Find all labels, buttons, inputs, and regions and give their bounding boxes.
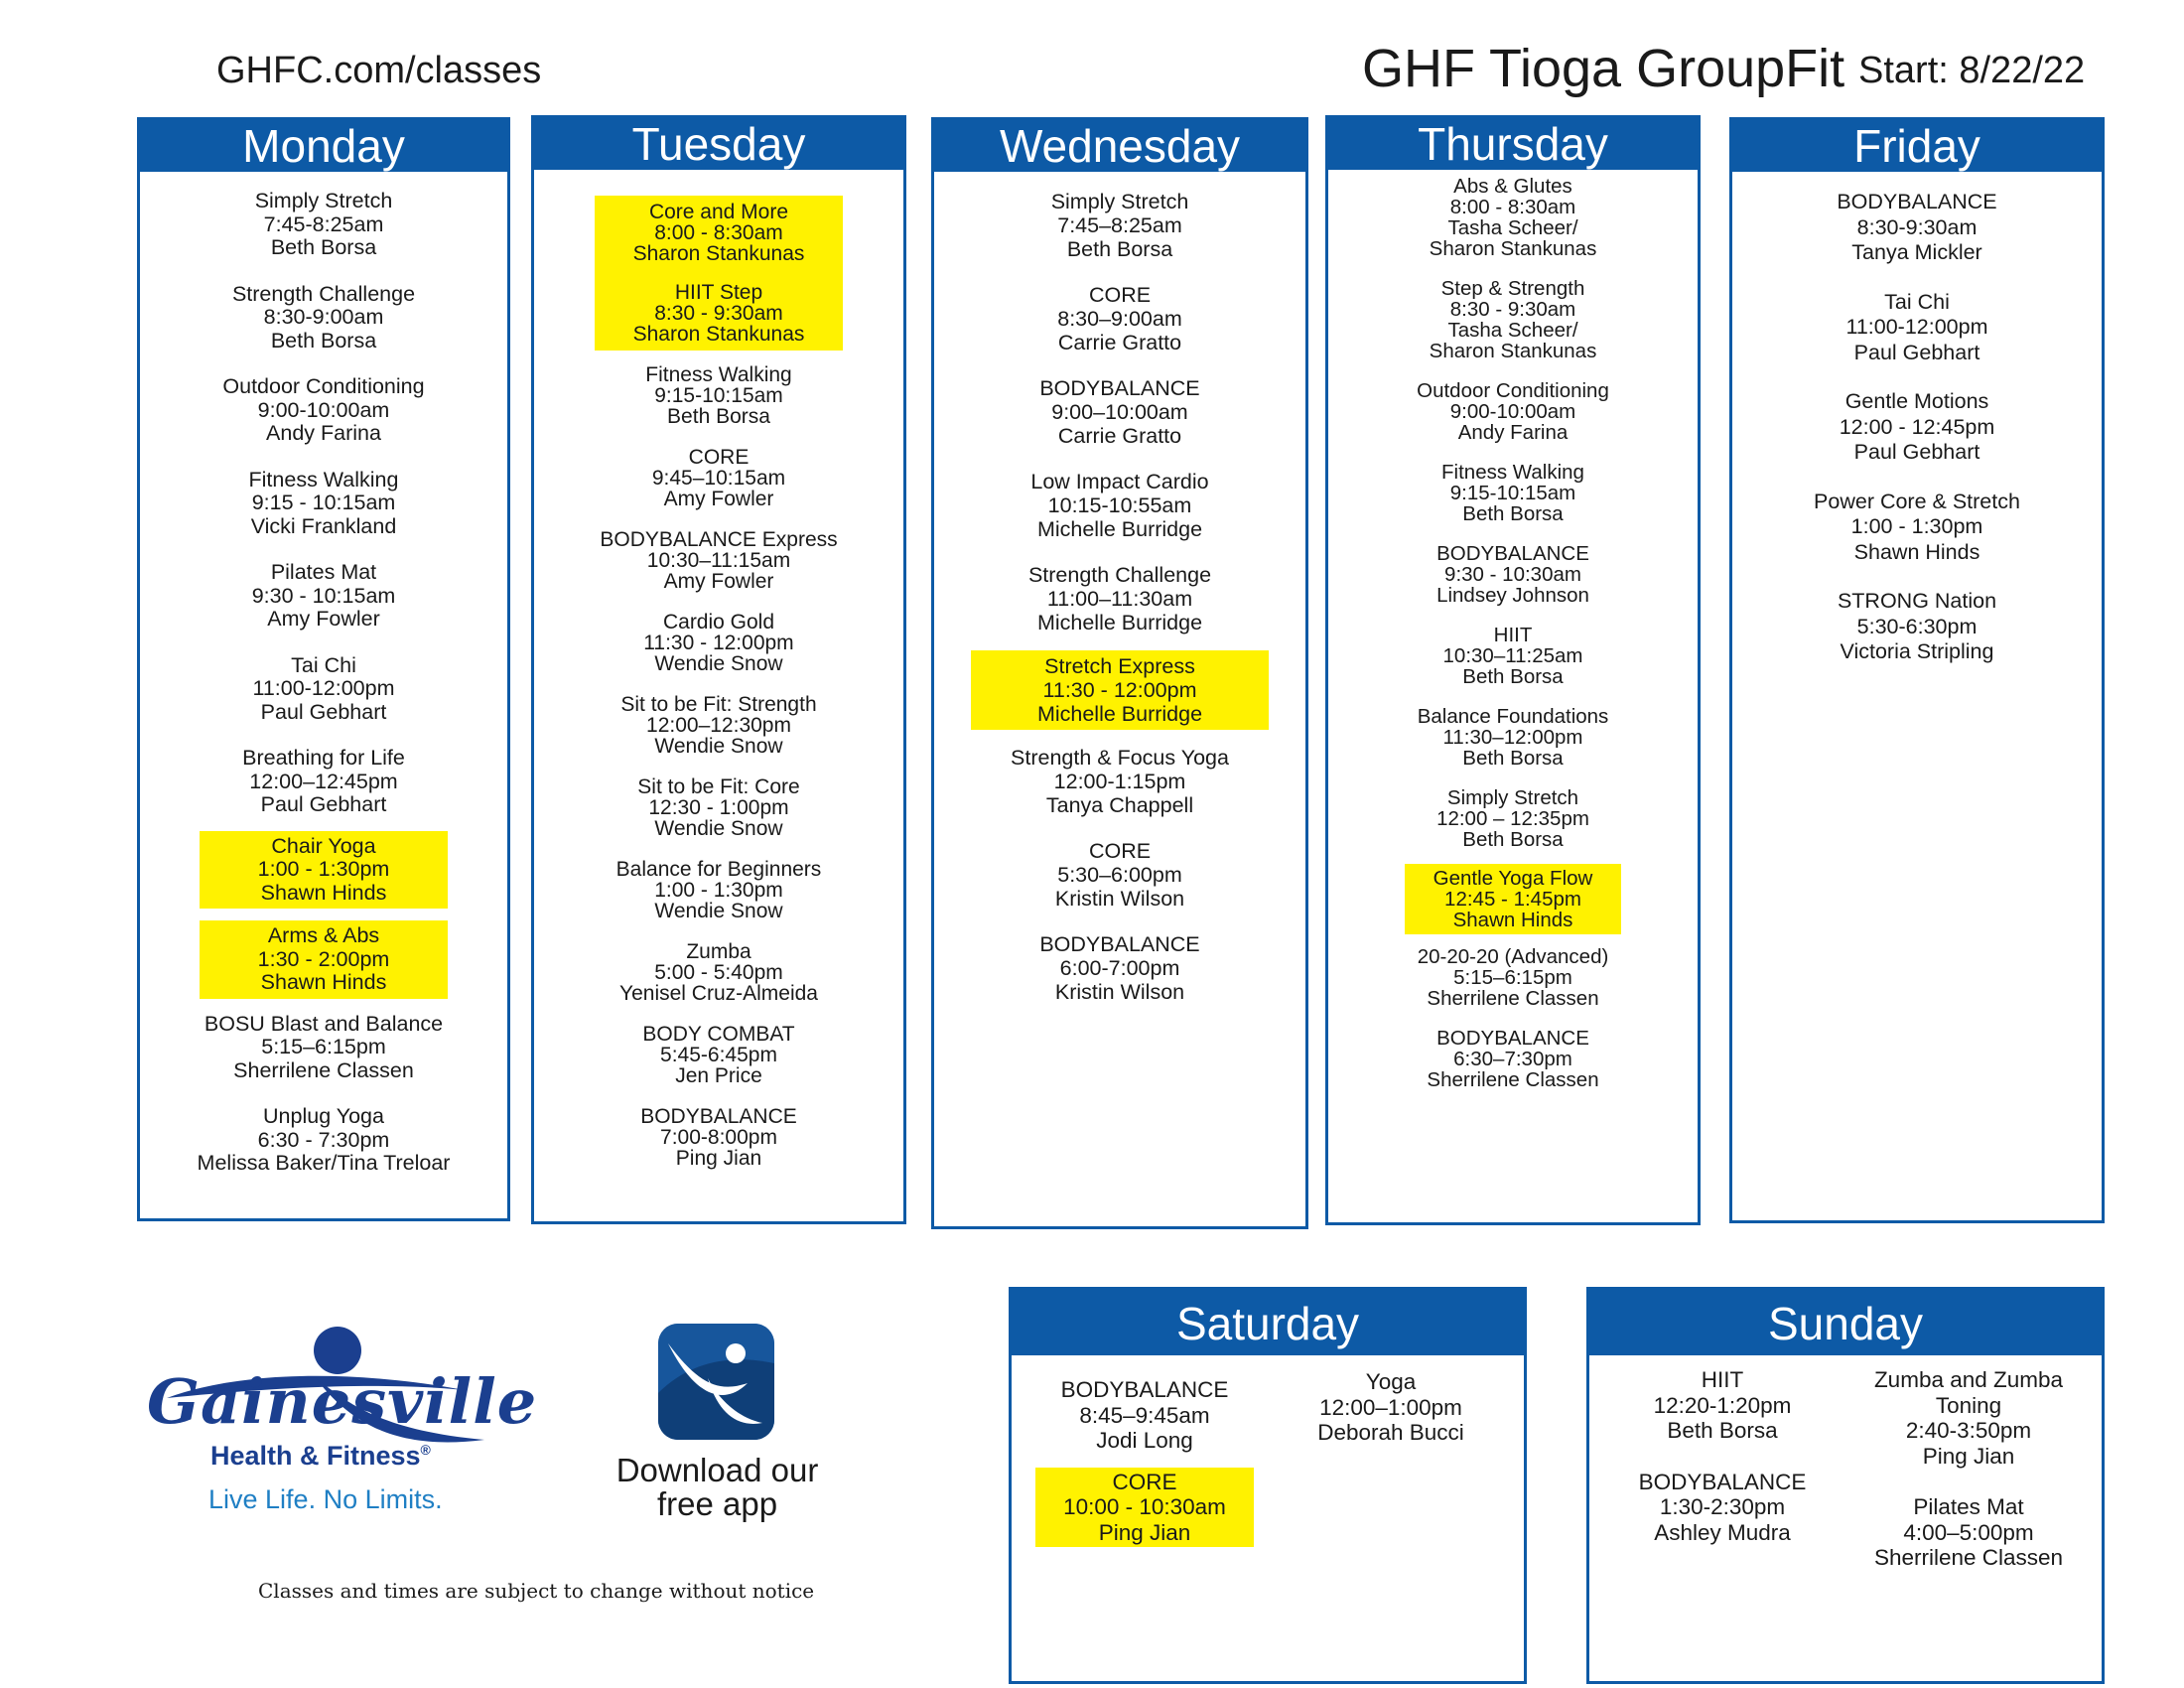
class-time: 10:30–11:15am — [646, 549, 791, 572]
disclaimer: Classes and times are subject to change without notice — [258, 1579, 815, 1603]
class-entry — [1389, 787, 1637, 850]
class-time: 11:30–12:00pm — [1442, 726, 1583, 749]
class-name: BODYBALANCE — [1039, 376, 1200, 400]
class-time: 8:30–9:00am — [1057, 307, 1182, 331]
sunday-column-left — [1613, 1367, 1832, 1597]
class-time: 5:00 - 5:40pm — [654, 961, 783, 984]
class-instructor: Vicki Frankland — [250, 513, 397, 538]
class-entry-highlighted — [200, 920, 448, 999]
class-entry — [1389, 625, 1637, 687]
class-name: HIIT — [1701, 1367, 1744, 1392]
class-entry — [1793, 490, 2041, 566]
class-instructor: Ping Jian — [1922, 1443, 2015, 1469]
class-name: Pilates Mat — [1913, 1494, 2024, 1519]
day-column-wednesday — [931, 117, 1308, 1229]
class-time: 6:00-7:00pm — [1059, 956, 1180, 980]
class-entry-highlighted — [971, 650, 1269, 730]
class-name: Simply Stretch — [254, 189, 393, 212]
class-time: 1:30-2:30pm — [1659, 1494, 1786, 1519]
class-entry — [200, 469, 448, 539]
class-instructor: Amy Fowler — [267, 607, 380, 631]
class-entry — [200, 190, 448, 260]
class-name: Core and More — [648, 201, 789, 223]
class-entry — [200, 1013, 448, 1083]
class-name: Step & Strength — [1440, 277, 1585, 300]
class-time: 12:00-1:15pm — [1053, 770, 1186, 793]
class-entry — [996, 470, 1244, 541]
class-instructor: Wendie Snow — [654, 652, 783, 675]
class-time: 10:00 - 10:30am — [1063, 1494, 1226, 1519]
class-entry — [595, 694, 843, 757]
class-instructor: Kristin Wilson — [1054, 980, 1185, 1004]
class-instructor: Beth Borsa — [1066, 237, 1173, 261]
class-entry — [595, 859, 843, 921]
class-instructor: Michelle Burridge — [1036, 611, 1203, 634]
class-instructor: Deborah Bucci — [1317, 1420, 1464, 1445]
start-date: Start: 8/22/22 — [1858, 50, 2086, 91]
day-body-tuesday — [534, 170, 903, 1189]
class-name: Strength Challenge — [231, 281, 416, 306]
class-entry — [180, 1105, 468, 1176]
day-column-thursday — [1325, 115, 1701, 1225]
class-time: 9:00-10:00am — [257, 397, 390, 422]
class-time: 12:45 - 1:45pm — [1444, 888, 1581, 911]
class-time: 12:30 - 1:00pm — [648, 796, 789, 819]
class-name: Balance Foundations — [1417, 705, 1609, 728]
day-header-tuesday: Tuesday — [534, 118, 903, 170]
class-time: 9:00-10:00am — [1449, 400, 1576, 423]
class-name: BODYBALANCE — [640, 1105, 797, 1128]
class-instructor: Carrie Gratto — [1057, 331, 1182, 354]
app-cta-line1: Download our — [615, 1452, 819, 1488]
class-instructor: Jen Price — [675, 1064, 762, 1087]
app-download-text[interactable] — [596, 1454, 839, 1521]
class-time: 11:00-12:00pm — [252, 676, 395, 700]
class-entry — [200, 747, 448, 817]
class-instructor: Paul Gebhart — [1853, 440, 1980, 464]
class-entry-highlighted — [200, 831, 448, 910]
class-name: Yoga — [1365, 1369, 1417, 1394]
class-instructor: Carrie Gratto — [1057, 424, 1182, 448]
class-entry — [1859, 1494, 2078, 1571]
app-cta-line2: free app — [656, 1485, 778, 1522]
class-instructor: Wendie Snow — [654, 735, 783, 758]
class-entry — [1389, 1028, 1637, 1090]
class-instructor: Melissa Baker/Tina Treloar — [197, 1151, 451, 1175]
class-instructor: Sharon Stankunas — [1429, 340, 1597, 362]
class-time: 5:15–6:15pm — [261, 1035, 386, 1058]
class-name: BODY COMBAT — [642, 1023, 795, 1046]
class-entry — [1389, 278, 1637, 361]
class-time: 9:15-10:15am — [654, 384, 783, 407]
class-time: 11:00–11:30am — [1046, 587, 1193, 611]
class-time: 12:20-1:20pm — [1653, 1392, 1792, 1418]
class-entry — [1793, 389, 2041, 466]
class-name: BODYBALANCE Express — [600, 528, 838, 551]
class-instructor: Beth Borsa — [1462, 502, 1564, 525]
class-name: Zumba — [686, 940, 751, 963]
class-name: BODYBALANCE — [1436, 1027, 1589, 1050]
day-header-friday: Friday — [1732, 120, 2102, 172]
class-name: BODYBALANCE — [1638, 1469, 1807, 1494]
day-header-sunday: Sunday — [1589, 1290, 2102, 1355]
class-time: 11:30 - 12:00pm — [1042, 678, 1197, 702]
registered-mark: ® — [420, 1442, 431, 1458]
class-instructor: Sharon Stankunas — [632, 242, 805, 265]
day-header-monday: Monday — [140, 120, 507, 172]
class-time: 5:30-6:30pm — [1856, 614, 1978, 638]
day-column-friday — [1729, 117, 2105, 1223]
class-name: Breathing for Life — [242, 746, 405, 770]
class-name: Stretch Express — [1044, 654, 1195, 678]
app-figure-icon — [658, 1324, 774, 1440]
class-entry — [200, 375, 448, 446]
class-name: Arms & Abs — [267, 923, 380, 947]
class-time: 12:00–12:45pm — [249, 769, 398, 793]
class-instructor: Shawn Hinds — [260, 880, 387, 905]
class-instructor: Ping Jian — [1098, 1519, 1191, 1545]
class-time: 8:30 - 9:30am — [654, 302, 783, 325]
class-entry — [200, 561, 448, 632]
class-entry — [996, 932, 1244, 1004]
class-time: 5:45-6:45pm — [660, 1044, 777, 1066]
class-name: Low Impact Cardio — [1030, 470, 1209, 493]
class-entry — [1035, 1377, 1254, 1454]
class-entry — [1859, 1367, 2078, 1469]
class-name: HIIT Step — [674, 281, 763, 304]
class-name: Toning — [1935, 1392, 2002, 1418]
class-instructor: Beth Borsa — [1462, 747, 1564, 770]
class-time: 6:30 - 7:30pm — [257, 1127, 390, 1152]
class-instructor: Sherrilene Classen — [1873, 1545, 2064, 1570]
class-time: 10:15-10:55am — [1047, 493, 1192, 517]
day-column-monday — [137, 117, 510, 1221]
class-time: 8:00 - 8:30am — [1449, 196, 1576, 218]
class-time: 8:30-9:30am — [1856, 214, 1978, 239]
class-instructor: Shawn Hinds — [1452, 909, 1573, 931]
class-time: 4:00–5:00pm — [1903, 1519, 2034, 1545]
class-instructor: Tasha Scheer/ — [1447, 216, 1578, 239]
class-instructor: Sharon Stankunas — [1429, 237, 1597, 260]
class-instructor: Beth Borsa — [667, 405, 770, 428]
site-url: GHFC.com/classes — [216, 50, 542, 91]
class-time: 12:00–12:30pm — [646, 714, 791, 737]
class-time: 8:45–9:45am — [1079, 1402, 1210, 1428]
saturday-column-left — [1035, 1377, 1254, 1573]
class-time: 12:00 - 12:45pm — [1839, 414, 1995, 439]
class-time: 5:30–6:00pm — [1057, 863, 1182, 887]
class-instructor: Tanya Chappell — [1045, 793, 1194, 817]
class-name: Gentle Yoga Flow — [1433, 867, 1593, 890]
class-instructor: Sherrilene Classen — [1427, 987, 1599, 1010]
class-instructor: Michelle Burridge — [1036, 702, 1203, 726]
class-time: 7:00-8:00pm — [660, 1126, 777, 1149]
day-column-tuesday — [531, 115, 906, 1224]
class-name: CORE — [1088, 839, 1152, 863]
class-name: Sit to be Fit: Strength — [620, 693, 817, 716]
class-entry — [1389, 543, 1637, 606]
class-name: Simply Stretch — [1050, 190, 1189, 213]
class-entry — [1793, 589, 2041, 665]
class-name: 20-20-20 (Advanced) — [1417, 945, 1609, 968]
class-entry — [595, 447, 843, 509]
class-entry — [996, 563, 1244, 634]
app-icon[interactable] — [658, 1324, 774, 1440]
class-instructor: Tanya Mickler — [1851, 240, 1982, 264]
class-time: 9:30 - 10:15am — [251, 583, 396, 608]
class-time: 8:30 - 9:30am — [1449, 298, 1576, 321]
page-title: GHF Tioga GroupFit — [1362, 39, 1845, 98]
class-time: 1:00 - 1:30pm — [654, 879, 783, 902]
class-entry — [1613, 1470, 1832, 1546]
class-entry-highlighted — [595, 282, 843, 345]
class-name: Pilates Mat — [270, 560, 377, 584]
class-instructor: Sherrilene Classen — [233, 1057, 414, 1082]
class-entry — [996, 283, 1244, 354]
class-name: Abs & Glutes — [1453, 175, 1572, 198]
class-entry — [595, 364, 843, 427]
class-name: Strength & Focus Yoga — [1011, 746, 1229, 770]
class-name: CORE — [1112, 1469, 1177, 1494]
class-entry-highlighted — [1035, 1468, 1254, 1548]
class-instructor: Victoria Stripling — [1840, 639, 1994, 663]
class-entry — [1389, 946, 1637, 1009]
class-name: HIIT — [1493, 624, 1533, 646]
day-header-wednesday: Wednesday — [934, 120, 1305, 172]
class-instructor: Ashley Mudra — [1654, 1519, 1791, 1545]
class-entry — [595, 1024, 843, 1086]
class-name: Unplug Yoga — [263, 1104, 384, 1128]
class-time: 1:00 - 1:30pm — [257, 857, 390, 881]
class-name: Chair Yoga — [271, 833, 376, 858]
class-name: BOSU Blast and Balance — [204, 1011, 444, 1036]
class-instructor: Wendie Snow — [654, 817, 783, 840]
class-instructor: Beth Borsa — [270, 235, 377, 259]
class-instructor: Kristin Wilson — [1054, 887, 1185, 911]
class-time: 5:15–6:15pm — [1453, 966, 1572, 989]
class-time: 9:30 - 10:30am — [1444, 563, 1581, 586]
class-instructor: Andy Farina — [266, 421, 381, 445]
class-instructor: Paul Gebhart — [1853, 340, 1980, 364]
class-time: 9:00–10:00am — [1051, 400, 1188, 424]
highlighted-class-group — [595, 196, 843, 351]
class-entry — [595, 612, 843, 674]
class-entry — [1389, 380, 1637, 443]
day-body-wednesday — [934, 172, 1305, 1026]
class-entry — [595, 1106, 843, 1169]
class-entry — [595, 941, 843, 1004]
class-name: Strength Challenge — [1027, 563, 1212, 587]
class-entry-highlighted — [1405, 864, 1621, 934]
class-name: Tai Chi — [291, 652, 356, 677]
logo-wordmark: Gainesville — [147, 1365, 538, 1438]
class-time: 6:30–7:30pm — [1453, 1048, 1572, 1070]
class-name: Cardio Gold — [662, 611, 775, 633]
day-body-saturday — [1012, 1355, 1524, 1573]
class-name: BODYBALANCE — [1060, 1377, 1229, 1402]
class-entry — [200, 654, 448, 725]
class-instructor: Sherrilene Classen — [1427, 1068, 1599, 1091]
class-time: 10:30–11:25am — [1442, 644, 1583, 667]
day-body-friday — [1732, 172, 2102, 689]
class-entry — [996, 190, 1244, 261]
class-time: 9:15-10:15am — [1449, 482, 1576, 504]
class-entry — [595, 776, 843, 839]
class-time: 11:30 - 12:00pm — [643, 632, 794, 654]
tagline: Live Life. No Limits. — [208, 1484, 443, 1514]
day-column-sunday — [1586, 1287, 2105, 1684]
class-time: 7:45-8:25am — [263, 211, 384, 236]
class-instructor: Ping Jian — [675, 1147, 762, 1170]
class-entry — [595, 529, 843, 592]
class-instructor: Michelle Burridge — [1036, 517, 1203, 541]
class-instructor: Wendie Snow — [654, 900, 783, 922]
class-entry — [996, 746, 1244, 817]
class-name: CORE — [1088, 283, 1152, 307]
class-time: 2:40-3:50pm — [1905, 1418, 2032, 1443]
sunday-column-right — [1859, 1367, 2078, 1597]
saturday-column-right — [1282, 1369, 1500, 1573]
class-name: BODYBALANCE — [1436, 542, 1589, 565]
class-entry — [1389, 706, 1637, 769]
class-instructor: Shawn Hinds — [260, 970, 387, 994]
day-header-thursday: Thursday — [1328, 118, 1698, 170]
class-instructor: Sharon Stankunas — [632, 323, 805, 346]
class-name: Power Core & Stretch — [1814, 489, 2020, 513]
class-entry — [1282, 1369, 1500, 1446]
class-name: Gentle Motions — [1844, 389, 1989, 413]
class-name: Fitness Walking — [645, 363, 792, 386]
class-time: 9:15 - 10:15am — [251, 491, 396, 514]
class-name: STRONG Nation — [1837, 589, 1997, 613]
class-name: Sit to be Fit: Core — [637, 775, 800, 798]
class-entry — [1793, 190, 2041, 266]
class-time: 8:30-9:00am — [263, 305, 384, 329]
class-instructor: Beth Borsa — [1462, 665, 1564, 688]
class-instructor: Paul Gebhart — [260, 699, 387, 724]
logo-subtitle-text: Health & Fitness — [210, 1441, 421, 1471]
class-entry — [996, 376, 1244, 448]
class-name: Tai Chi — [1884, 289, 1950, 314]
class-time: 1:00 - 1:30pm — [1850, 514, 1983, 538]
class-time: 8:00 - 8:30am — [654, 221, 783, 244]
class-name: BODYBALANCE — [1039, 932, 1200, 956]
class-instructor: Andy Farina — [1457, 421, 1569, 444]
class-entry — [1793, 290, 2041, 366]
class-entry — [1389, 462, 1637, 524]
class-instructor: Shawn Hinds — [1853, 539, 1980, 564]
class-time: 12:00–1:00pm — [1319, 1394, 1462, 1420]
class-name: BODYBALANCE — [1837, 190, 1997, 213]
class-entry — [200, 283, 448, 353]
class-name: CORE — [688, 446, 750, 469]
class-instructor: Beth Borsa — [1667, 1418, 1778, 1443]
class-time: 7:45–8:25am — [1057, 213, 1182, 237]
class-entry — [1389, 176, 1637, 259]
class-instructor: Lindsey Johnson — [1436, 584, 1589, 607]
class-entry — [996, 839, 1244, 911]
class-time: 9:45–10:15am — [651, 467, 786, 490]
class-name: Simply Stretch — [1446, 786, 1579, 809]
class-time: 11:00-12:00pm — [1845, 315, 1988, 339]
class-name: Zumba and Zumba — [1873, 1367, 2064, 1392]
day-body-thursday — [1328, 170, 1698, 1109]
class-instructor: Jodi Long — [1096, 1428, 1193, 1453]
class-instructor: Beth Borsa — [270, 328, 377, 352]
class-instructor: Paul Gebhart — [260, 792, 387, 816]
class-instructor: Amy Fowler — [663, 488, 774, 510]
class-entry — [1613, 1367, 1832, 1444]
class-time: 12:00 – 12:35pm — [1436, 807, 1589, 830]
class-entry-highlighted — [595, 202, 843, 264]
day-body-sunday — [1589, 1355, 2102, 1597]
logo-subtitle — [210, 1441, 431, 1472]
day-body-monday — [140, 172, 507, 1198]
class-name: Outdoor Conditioning — [222, 374, 425, 398]
day-header-saturday: Saturday — [1012, 1290, 1524, 1355]
class-instructor: Amy Fowler — [663, 570, 774, 593]
class-name: Fitness Walking — [1441, 461, 1584, 484]
class-name: Outdoor Conditioning — [1417, 379, 1609, 402]
class-instructor: Tasha Scheer/ — [1447, 319, 1578, 342]
day-column-saturday — [1009, 1287, 1527, 1684]
class-time: 1:30 - 2:00pm — [257, 946, 390, 971]
class-name: Balance for Beginners — [615, 858, 822, 881]
class-name: Fitness Walking — [248, 467, 399, 492]
class-instructor: Yenisel Cruz-Almeida — [619, 982, 818, 1005]
class-instructor: Beth Borsa — [1462, 828, 1564, 851]
